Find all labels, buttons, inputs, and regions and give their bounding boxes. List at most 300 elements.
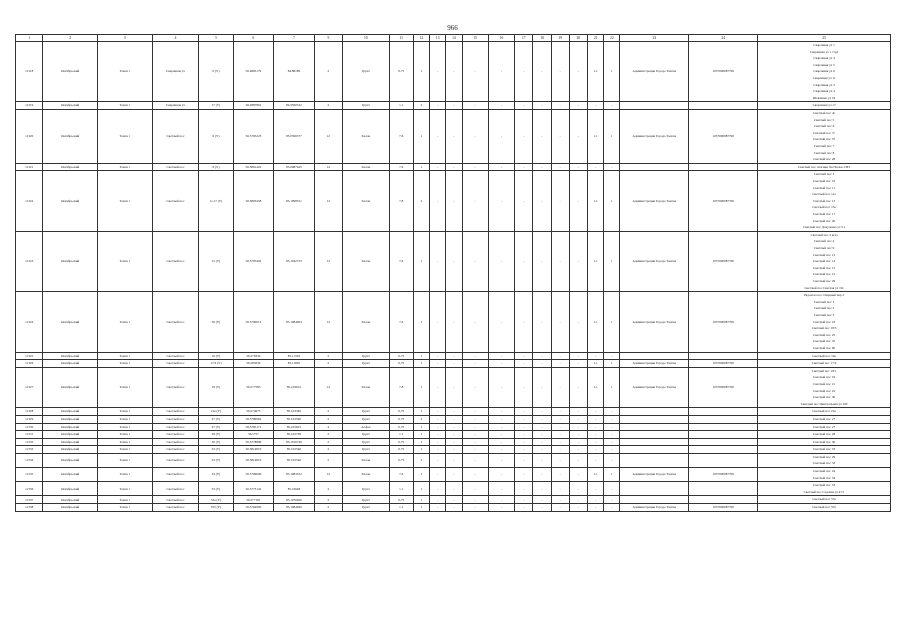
col18-cell: - bbox=[533, 102, 551, 110]
surface-cell: Хелон bbox=[343, 292, 390, 352]
col14-cell: - bbox=[446, 367, 462, 408]
col19-cell: - bbox=[551, 109, 569, 163]
longitude-cell: 85.1084490 bbox=[274, 504, 315, 512]
row-id: 11334 bbox=[16, 453, 43, 467]
house-cell: 11,17 (У) bbox=[199, 171, 233, 231]
col9-cell: 12 bbox=[314, 292, 342, 352]
col19-cell: - bbox=[551, 438, 569, 446]
city-cell: Томск г bbox=[98, 446, 153, 454]
street-cell: Светлый пос bbox=[152, 360, 199, 368]
col16-cell: - bbox=[488, 352, 514, 360]
row-id: 11324 bbox=[16, 292, 43, 352]
district-cell: Октябрьский bbox=[43, 352, 98, 360]
col13-cell: - bbox=[430, 163, 446, 171]
city-cell: Томск г bbox=[98, 438, 153, 446]
address-line: Светлый пос 29 bbox=[813, 454, 836, 459]
col12-cell: 1 bbox=[413, 367, 429, 408]
col9-cell: 12 bbox=[314, 468, 342, 482]
address-line: Светлый пос 21к bbox=[812, 409, 836, 414]
col14-cell: - bbox=[446, 438, 462, 446]
col20-cell: - bbox=[569, 367, 587, 408]
latitude-cell: 56,5785171 bbox=[233, 423, 274, 431]
col20-cell: - bbox=[569, 352, 587, 360]
addresses-cell bbox=[758, 453, 891, 467]
city-cell: Томск г bbox=[98, 504, 153, 512]
addresses-cell bbox=[758, 367, 891, 408]
col19-cell: - bbox=[551, 352, 569, 360]
addresses-cell bbox=[758, 352, 891, 360]
col14-cell: - bbox=[446, 415, 462, 423]
table-body bbox=[16, 35, 891, 512]
col12-cell: 1 bbox=[413, 292, 429, 352]
address-line: Светлый пос 5 bbox=[813, 117, 835, 122]
col9-cell: 2 bbox=[314, 431, 342, 439]
col14-cell: - bbox=[446, 423, 462, 431]
latitude-cell: 56.5795223 bbox=[233, 109, 274, 163]
col9-cell: 4 bbox=[314, 423, 342, 431]
col20-cell: - bbox=[569, 171, 587, 231]
col18-cell: - bbox=[533, 171, 551, 231]
latitude-cell: 56,5803458 bbox=[233, 171, 274, 231]
addresses-cell bbox=[758, 468, 891, 482]
street-cell: Светлый пос bbox=[152, 431, 199, 439]
longitude-cell: 85.0987645 bbox=[274, 163, 315, 171]
col14-cell: - bbox=[446, 171, 462, 231]
col15-cell: - bbox=[462, 102, 488, 110]
col11-cell: 0.75 bbox=[389, 415, 413, 423]
house-cell: 19 (У) bbox=[199, 367, 233, 408]
col17-cell: - bbox=[515, 109, 533, 163]
surface-cell: Грунт bbox=[343, 352, 390, 360]
table-row bbox=[16, 367, 891, 408]
street-cell: Светлый пос bbox=[152, 504, 199, 512]
ogrn-cell: 1037000087706 bbox=[689, 231, 758, 291]
owner-cell: Администрация Города Томска bbox=[620, 292, 689, 352]
surface-cell: Хелон bbox=[343, 163, 390, 171]
col14-cell: - bbox=[446, 431, 462, 439]
street-cell: Светлый пос bbox=[152, 446, 199, 454]
city-cell: Томск г bbox=[98, 367, 153, 408]
col11-cell: 7,6 bbox=[389, 231, 413, 291]
city-cell: Томск г bbox=[98, 231, 153, 291]
row-id: 11335 bbox=[16, 468, 43, 482]
table-row bbox=[16, 438, 891, 446]
addresses-cell bbox=[758, 109, 891, 163]
owner-cell: Администрация Города Томска bbox=[620, 171, 689, 231]
address-line: Светлый пос 18/3 bbox=[811, 326, 837, 331]
col20-cell: - bbox=[569, 423, 587, 431]
ogrn-cell bbox=[689, 438, 758, 446]
col15-cell: - bbox=[462, 42, 488, 102]
addresses-cell bbox=[758, 163, 891, 171]
col17-cell: - bbox=[515, 102, 533, 110]
district-cell: Октябрьский bbox=[43, 446, 98, 454]
ogrn-cell: 1037000087706 bbox=[689, 171, 758, 231]
column-header: 5 bbox=[199, 35, 233, 42]
col15-cell: - bbox=[462, 360, 488, 368]
longitude-cell: 85,1042723 bbox=[274, 231, 315, 291]
col15-cell: - bbox=[462, 292, 488, 352]
row-id: 11332 bbox=[16, 438, 43, 446]
col19-cell: - bbox=[551, 367, 569, 408]
col14-cell: - bbox=[446, 292, 462, 352]
col17-cell: - bbox=[515, 446, 533, 454]
row-id: 11322 bbox=[16, 171, 43, 231]
col20-cell: - bbox=[569, 109, 587, 163]
address-line: Светлый пос 36 bbox=[813, 395, 836, 400]
col16-cell: - bbox=[488, 360, 514, 368]
col9-cell: 2 bbox=[314, 446, 342, 454]
col17-cell: - bbox=[515, 352, 533, 360]
col20-cell: - bbox=[569, 431, 587, 439]
col22-cell: - bbox=[604, 482, 620, 496]
col22-cell: - bbox=[604, 102, 620, 110]
longitude-cell: 85,103349 bbox=[274, 408, 315, 416]
table-row bbox=[16, 352, 891, 360]
col11-cell: 0.75 bbox=[389, 453, 413, 467]
col19-cell: - bbox=[551, 408, 569, 416]
col15-cell: - bbox=[462, 453, 488, 467]
addresses-cell bbox=[758, 415, 891, 423]
col15-cell: - bbox=[462, 352, 488, 360]
street-cell: Светлый пос bbox=[152, 171, 199, 231]
col19-cell: - bbox=[551, 482, 569, 496]
col11-cell: 0,75 bbox=[389, 352, 413, 360]
col19-cell: - bbox=[551, 496, 569, 504]
col11-cell: 7.6 bbox=[389, 292, 413, 352]
col16-cell: - bbox=[488, 292, 514, 352]
address-line: Светлый пос Светлая ул 19с bbox=[804, 285, 844, 290]
district-cell: Октябрьский bbox=[43, 360, 98, 368]
col22-cell: 1 bbox=[604, 231, 620, 291]
latitude-cell: 56.5861422 bbox=[233, 163, 274, 171]
district-cell: Октябрьский bbox=[43, 367, 98, 408]
col19-cell: - bbox=[551, 171, 569, 231]
col13-cell: - bbox=[430, 504, 446, 512]
column-header: 20 bbox=[569, 35, 587, 42]
longitude-cell: 85.102546 bbox=[274, 453, 315, 467]
col9-cell: 2 bbox=[314, 360, 342, 368]
col11-cell: 0.75 bbox=[389, 42, 413, 102]
column-header: 13 bbox=[430, 35, 446, 42]
street-cell: Светлый пос bbox=[152, 482, 199, 496]
owner-cell: Администрация Города Томска bbox=[620, 468, 689, 482]
col11-cell: 0,75 bbox=[389, 423, 413, 431]
house-cell: 33 (У) bbox=[199, 453, 233, 467]
col16-cell: - bbox=[488, 446, 514, 454]
col14-cell: - bbox=[446, 446, 462, 454]
col17-cell: - bbox=[515, 42, 533, 102]
table-row bbox=[16, 496, 891, 504]
col12-cell: 1 bbox=[413, 496, 429, 504]
col19-cell: - bbox=[551, 415, 569, 423]
row-id: 11336 bbox=[16, 482, 43, 496]
column-header: 21 bbox=[588, 35, 604, 42]
col9-cell: 2 bbox=[314, 415, 342, 423]
district-cell: Октябрьский bbox=[43, 438, 98, 446]
col11-cell: 0,75 bbox=[389, 408, 413, 416]
city-cell: Томск г bbox=[98, 352, 153, 360]
address-line: Светлый пос 21 bbox=[813, 381, 836, 386]
longitude-cell: 85,109912 bbox=[274, 367, 315, 408]
col20-cell: - bbox=[569, 163, 587, 171]
latitude-cell: 56.5773142 bbox=[233, 482, 274, 496]
surface-cell: Хелон bbox=[343, 453, 390, 467]
surface-cell: Грунт bbox=[343, 415, 390, 423]
col19-cell: - bbox=[551, 468, 569, 482]
col16-cell: - bbox=[488, 453, 514, 467]
address-line: Светлый пос 33 bbox=[813, 461, 836, 466]
district-cell: Октябрьский bbox=[43, 231, 98, 291]
col15-cell: - bbox=[462, 468, 488, 482]
col19-cell: - bbox=[551, 102, 569, 110]
col22-cell: 1 bbox=[604, 468, 620, 482]
col17-cell: - bbox=[515, 453, 533, 467]
surface-cell: Асфал bbox=[343, 423, 390, 431]
house-cell: 15 (У) bbox=[199, 231, 233, 291]
col21-cell: 1.1 bbox=[588, 109, 604, 163]
surface-cell: Хелон bbox=[343, 468, 390, 482]
col12-cell: 1 bbox=[413, 360, 429, 368]
surface-cell: Грунт bbox=[343, 408, 390, 416]
address-line: Светлый пос 11а bbox=[812, 192, 836, 197]
col19-cell: - bbox=[551, 446, 569, 454]
address-line: Светлый пос 6 bbox=[813, 124, 835, 129]
address-line: Светлый пос 55б bbox=[812, 505, 836, 510]
col15-cell: - bbox=[462, 423, 488, 431]
col16-cell: - bbox=[488, 408, 514, 416]
ogrn-cell bbox=[689, 446, 758, 454]
latitude-cell: 56.4883179 bbox=[233, 42, 274, 102]
page-number: 966 bbox=[447, 24, 458, 32]
table-row bbox=[16, 504, 891, 512]
col17-cell: - bbox=[515, 292, 533, 352]
col15-cell: - bbox=[462, 504, 488, 512]
address-line: Светлый пос 25 bbox=[813, 332, 836, 337]
address-line: Сварлиная ул 4 bbox=[813, 56, 835, 61]
district-cell: Октябрьский bbox=[43, 431, 98, 439]
owner-cell bbox=[620, 438, 689, 446]
col17-cell: - bbox=[515, 408, 533, 416]
addresses-cell bbox=[758, 292, 891, 352]
col22-cell: - bbox=[604, 431, 620, 439]
address-line: Светлый пос 15а bbox=[812, 205, 836, 210]
col16-cell: - bbox=[488, 504, 514, 512]
col20-cell: - bbox=[569, 415, 587, 423]
col17-cell: - bbox=[515, 360, 533, 368]
col16-cell: - bbox=[488, 231, 514, 291]
addresses-cell bbox=[758, 496, 891, 504]
col9-cell: 2 bbox=[314, 408, 342, 416]
col18-cell: - bbox=[533, 352, 551, 360]
street-cell: Светлый пос bbox=[152, 231, 199, 291]
col22-cell: - bbox=[604, 423, 620, 431]
owner-cell: Администрация Города Томска bbox=[620, 360, 689, 368]
col21-cell: - bbox=[588, 446, 604, 454]
district-cell: Октябрьский bbox=[43, 504, 98, 512]
latitude-cell: 56,577583 bbox=[233, 367, 274, 408]
table-row bbox=[16, 453, 891, 467]
addresses-cell bbox=[758, 423, 891, 431]
address-line: Сварлиная ул 17 bbox=[812, 103, 836, 108]
column-header: 9 bbox=[314, 35, 342, 42]
col12-cell: 1 bbox=[413, 504, 429, 512]
col22-cell: 1 bbox=[604, 42, 620, 102]
house-cell: 8 (У) bbox=[199, 163, 233, 171]
owner-cell bbox=[620, 415, 689, 423]
col18-cell: - bbox=[533, 109, 551, 163]
address-line: Светлый пос спасник №2 Балок СНТ bbox=[797, 164, 851, 169]
city-cell: Томск г bbox=[98, 42, 153, 102]
col18-cell: - bbox=[533, 408, 551, 416]
owner-cell: Администрация Города Томска bbox=[620, 109, 689, 163]
longitude-cell: 85.0596577 bbox=[274, 109, 315, 163]
row-id: 11323 bbox=[16, 231, 43, 291]
column-header: 15 bbox=[462, 35, 488, 42]
col14-cell: - bbox=[446, 102, 462, 110]
col21-cell: - bbox=[588, 504, 604, 512]
street-cell: Светлый пос bbox=[152, 352, 199, 360]
col12-cell: 2 bbox=[413, 171, 429, 231]
address-line: Сварлиная ул 6 bbox=[813, 69, 835, 74]
addresses-cell bbox=[758, 360, 891, 368]
owner-cell bbox=[620, 446, 689, 454]
column-header: 19 bbox=[551, 35, 569, 42]
street-cell: Светлый пос bbox=[152, 163, 199, 171]
registry-table bbox=[15, 34, 891, 512]
house-cell: 17 (У) bbox=[199, 102, 233, 110]
col12-cell: 1 bbox=[413, 352, 429, 360]
col13-cell: - bbox=[430, 42, 446, 102]
street-cell: Светлый пос bbox=[152, 109, 199, 163]
col13-cell: - bbox=[430, 446, 446, 454]
latitude-cell: 56.5780962 bbox=[233, 415, 274, 423]
address-line: Светлый пос 1 bbox=[813, 299, 835, 304]
col14-cell: - bbox=[446, 42, 462, 102]
addresses-cell bbox=[758, 171, 891, 231]
table-row bbox=[16, 171, 891, 231]
col13-cell: - bbox=[430, 367, 446, 408]
row-id: 11328 bbox=[16, 408, 43, 416]
latitude-cell: 56.5799609 bbox=[233, 468, 274, 482]
col21-cell: - bbox=[588, 431, 604, 439]
ogrn-cell bbox=[689, 102, 758, 110]
col11-cell: 0,75 bbox=[389, 438, 413, 446]
col15-cell: - bbox=[462, 109, 488, 163]
address-line: Светлый пос 29 bbox=[813, 278, 836, 283]
column-header: 23 bbox=[620, 35, 689, 42]
col9-cell: 12 bbox=[314, 109, 342, 163]
latitude-cell: 56.5790012 bbox=[233, 292, 274, 352]
house-cell: 21к (У) bbox=[199, 408, 233, 416]
table-row bbox=[16, 482, 891, 496]
col12-cell: 1 bbox=[413, 482, 429, 496]
col13-cell: - bbox=[430, 102, 446, 110]
column-header: 22 bbox=[604, 35, 620, 42]
surface-cell: Грунт bbox=[343, 446, 390, 454]
address-line: Светлый пос 3 bbox=[813, 312, 835, 317]
col19-cell: - bbox=[551, 360, 569, 368]
longitude-cell: 85,102738 bbox=[274, 431, 315, 439]
address-line: Светлый пос 19 bbox=[813, 375, 836, 380]
district-cell: Октябрьский bbox=[43, 415, 98, 423]
address-line: Светлый пос 20 bbox=[813, 218, 836, 223]
district-cell: Октябрьский bbox=[43, 109, 98, 163]
street-cell: Светлый пос bbox=[152, 408, 199, 416]
col18-cell: - bbox=[533, 231, 551, 291]
city-cell: Томск г bbox=[98, 415, 153, 423]
latitude-cell: 56.5814819 bbox=[233, 446, 274, 454]
ogrn-cell bbox=[689, 408, 758, 416]
city-cell: Томск г bbox=[98, 163, 153, 171]
surface-cell: Грунт bbox=[343, 102, 390, 110]
col11-cell: 1.1 bbox=[389, 431, 413, 439]
col9-cell: 2 bbox=[314, 102, 342, 110]
address-line: Светлый пос 8 bbox=[813, 150, 835, 155]
col9-cell: 2 bbox=[314, 352, 342, 360]
column-header: 7 bbox=[274, 35, 315, 42]
col21-cell: 1.1 bbox=[588, 42, 604, 102]
col21-cell: - bbox=[588, 423, 604, 431]
col22-cell: - bbox=[604, 438, 620, 446]
address-line: Светлый пос 27 bbox=[813, 416, 836, 421]
address-line: Светлый пос 7г bbox=[813, 130, 835, 135]
col19-cell: - bbox=[551, 504, 569, 512]
col20-cell: - bbox=[569, 468, 587, 482]
table-row bbox=[16, 446, 891, 454]
column-header: 11 bbox=[389, 35, 413, 42]
owner-cell bbox=[620, 496, 689, 504]
column-header: 16 bbox=[488, 35, 514, 42]
ogrn-cell: 1037000087706 bbox=[689, 468, 758, 482]
col15-cell: - bbox=[462, 446, 488, 454]
col15-cell: - bbox=[462, 367, 488, 408]
latitude-cell: 56,5757 bbox=[233, 431, 274, 439]
col16-cell: - bbox=[488, 431, 514, 439]
col17-cell: - bbox=[515, 496, 533, 504]
col9-cell: 2 bbox=[314, 482, 342, 496]
col17-cell: - bbox=[515, 231, 533, 291]
row-id: 11337 bbox=[16, 496, 43, 504]
col22-cell: 1 bbox=[604, 171, 620, 231]
table-row bbox=[16, 423, 891, 431]
address-line: Светлый пос 17 bbox=[813, 211, 836, 216]
city-cell: Томск г bbox=[98, 109, 153, 163]
col19-cell: - bbox=[551, 231, 569, 291]
col20-cell: - bbox=[569, 102, 587, 110]
owner-cell: Администрация Города Томска bbox=[620, 42, 689, 102]
surface-cell: Грунт bbox=[343, 360, 390, 368]
col11-cell: 1.1 bbox=[389, 482, 413, 496]
table-row bbox=[16, 42, 891, 102]
row-id: 11329 bbox=[16, 415, 43, 423]
col20-cell: - bbox=[569, 446, 587, 454]
col21-cell: 1,1 bbox=[588, 231, 604, 291]
col12-cell: 2 bbox=[413, 415, 429, 423]
surface-cell: Хелон bbox=[343, 171, 390, 231]
owner-cell bbox=[620, 423, 689, 431]
col20-cell: - bbox=[569, 42, 587, 102]
house-cell: 27 (У) bbox=[199, 423, 233, 431]
col13-cell: - bbox=[430, 482, 446, 496]
district-cell: Октябрьский bbox=[43, 482, 98, 496]
col18-cell: - bbox=[533, 415, 551, 423]
col21-cell: - bbox=[588, 415, 604, 423]
col16-cell: - bbox=[488, 102, 514, 110]
street-cell: Светлый пос bbox=[152, 438, 199, 446]
col14-cell: - bbox=[446, 496, 462, 504]
district-cell: Октябрьский bbox=[43, 42, 98, 102]
